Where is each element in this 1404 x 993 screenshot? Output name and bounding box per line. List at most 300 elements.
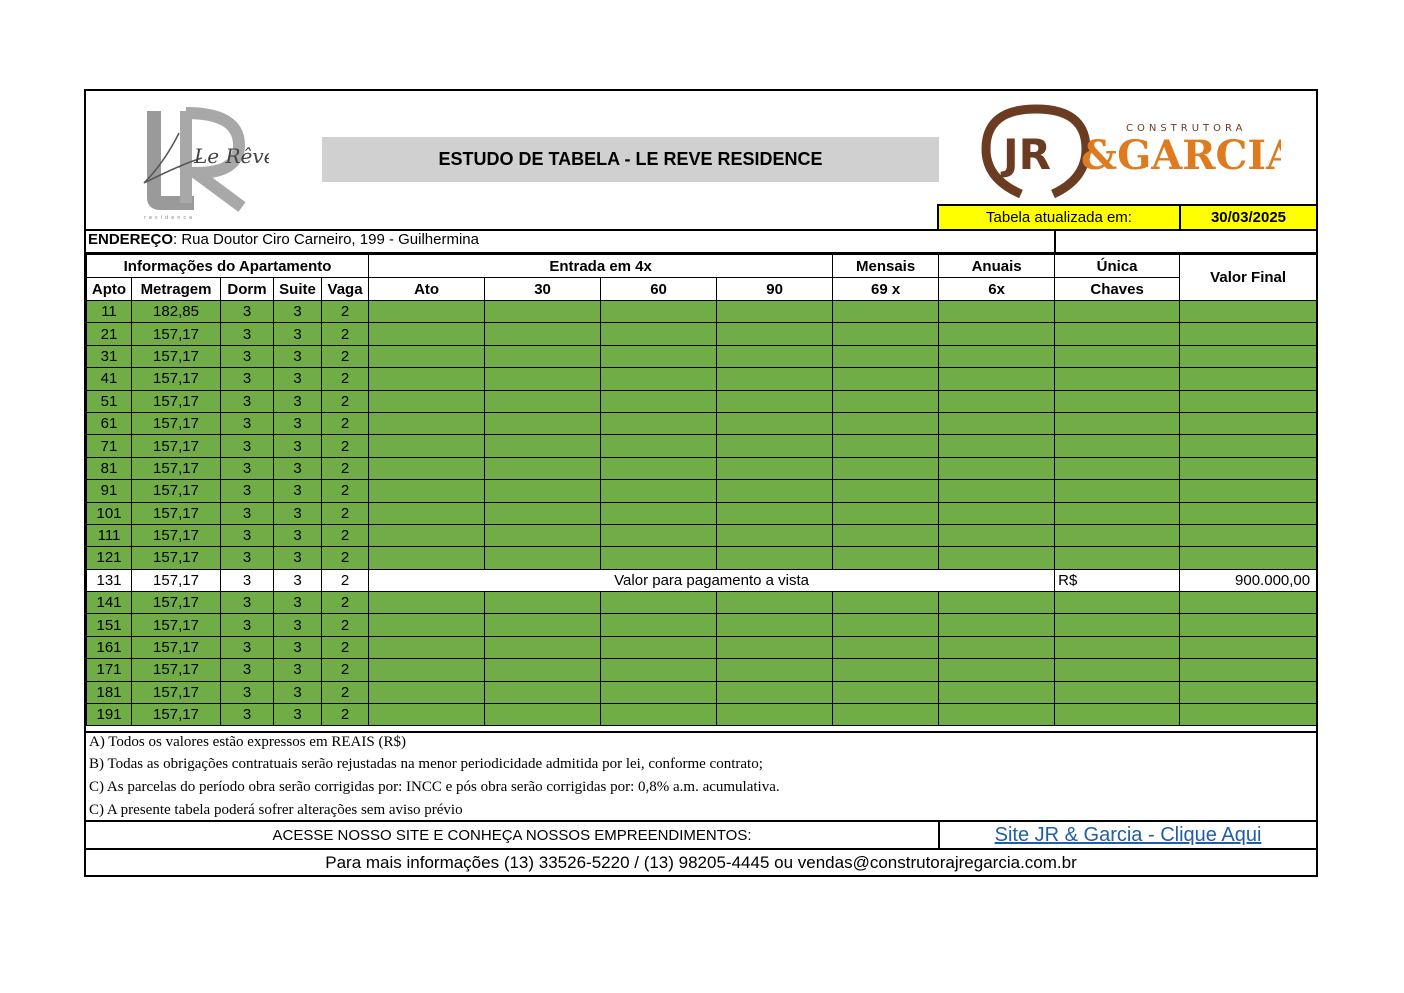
cell-vaga: 2 [322, 704, 369, 726]
units-table [86, 254, 1317, 726]
note-b: B) Todas as obrigações contratuais serão rejustadas na menor periodicidade admitida por lei, conforme contrato; [89, 756, 763, 772]
column-header: 90 [717, 278, 833, 301]
address-label: ENDEREÇO [88, 231, 174, 248]
cell-suite: 3 [274, 704, 322, 726]
cell-ato [369, 502, 485, 524]
column-header: Vaga [322, 278, 369, 301]
cell-metragem: 157,17 [132, 636, 221, 658]
cell-ato [369, 524, 485, 546]
cell-mensais [833, 412, 939, 434]
table-row [87, 457, 1317, 479]
cell-30 [485, 323, 601, 345]
cell-dorm: 3 [221, 301, 274, 323]
cell-ato [369, 345, 485, 367]
cell-30 [485, 681, 601, 703]
cell-apto: 101 [87, 502, 132, 524]
address-text [88, 231, 479, 248]
svg-text:JR: JR [1003, 130, 1051, 179]
cell-apto: 31 [87, 345, 132, 367]
cell-60 [601, 524, 717, 546]
cell-mensais [833, 301, 939, 323]
cell-60 [601, 704, 717, 726]
cell-suite: 3 [274, 636, 322, 658]
price-table-sheet [84, 89, 1318, 877]
cell-mensais [833, 480, 939, 502]
cell-dorm: 3 [221, 435, 274, 457]
column-header: Chaves [1055, 278, 1180, 301]
cell-90 [717, 412, 833, 434]
cell-valor-final [1180, 345, 1317, 367]
cell-90 [717, 502, 833, 524]
cell-apto: 171 [87, 659, 132, 681]
cell-apto: 21 [87, 323, 132, 345]
cell-60 [601, 659, 717, 681]
cell-metragem: 157,17 [132, 569, 221, 591]
cell-vaga: 2 [322, 457, 369, 479]
cell-suite: 3 [274, 614, 322, 636]
cell-vaga: 2 [322, 390, 369, 412]
cell-mensais [833, 636, 939, 658]
cell-60 [601, 636, 717, 658]
cell-90 [717, 614, 833, 636]
cell-ato [369, 592, 485, 614]
cell-metragem: 157,17 [132, 592, 221, 614]
cash-price-value: 900.000,00 [1180, 569, 1317, 591]
column-header: Metragem [132, 278, 221, 301]
cell-chaves [1055, 323, 1180, 345]
cell-anuais [939, 323, 1055, 345]
cell-dorm: 3 [221, 457, 274, 479]
cell-valor-final [1180, 547, 1317, 569]
cell-apto: 161 [87, 636, 132, 658]
le-reve-logo [124, 103, 269, 223]
cell-anuais [939, 502, 1055, 524]
cell-suite: 3 [274, 681, 322, 703]
cell-chaves [1055, 636, 1180, 658]
group-header-valor-final: Valor Final [1180, 255, 1317, 301]
cell-chaves [1055, 704, 1180, 726]
cell-90 [717, 547, 833, 569]
table-row [87, 681, 1317, 703]
cell-metragem: 157,17 [132, 502, 221, 524]
table-row [87, 547, 1317, 569]
table-row [87, 502, 1317, 524]
cell-apto: 81 [87, 457, 132, 479]
cell-dorm: 3 [221, 547, 274, 569]
cell-90 [717, 435, 833, 457]
cell-30 [485, 547, 601, 569]
table-row [87, 704, 1317, 726]
cell-suite: 3 [274, 435, 322, 457]
cell-60 [601, 323, 717, 345]
note-c2: C) A presente tabela poderá sofrer alterações sem aviso prévio [89, 802, 463, 818]
cell-ato [369, 457, 485, 479]
cell-ato [369, 390, 485, 412]
table-row [87, 390, 1317, 412]
column-header: Dorm [221, 278, 274, 301]
cell-metragem: 157,17 [132, 547, 221, 569]
cell-apto: 41 [87, 368, 132, 390]
column-header: 6x [939, 278, 1055, 301]
cell-valor-final [1180, 502, 1317, 524]
cell-apto: 91 [87, 480, 132, 502]
cell-chaves [1055, 412, 1180, 434]
cell-chaves [1055, 681, 1180, 703]
cell-ato [369, 614, 485, 636]
cell-dorm: 3 [221, 412, 274, 434]
cell-metragem: 157,17 [132, 614, 221, 636]
cell-metragem: 157,17 [132, 681, 221, 703]
cell-90 [717, 345, 833, 367]
cell-valor-final [1180, 681, 1317, 703]
cell-apto: 141 [87, 592, 132, 614]
group-header-info: Informações do Apartamento [87, 255, 369, 278]
cell-suite: 3 [274, 547, 322, 569]
cell-mensais [833, 323, 939, 345]
cell-60 [601, 368, 717, 390]
cell-vaga: 2 [322, 480, 369, 502]
cell-dorm: 3 [221, 659, 274, 681]
updated-label: Tabela atualizada em: [937, 204, 1179, 229]
cell-valor-final [1180, 301, 1317, 323]
cell-mensais [833, 614, 939, 636]
site-call-to-action: ACESSE NOSSO SITE E CONHEÇA NOSSOS EMPREENDIMENTOS: [272, 826, 752, 844]
svg-text:&GARCIA: &GARCIA [1081, 132, 1281, 179]
cell-vaga: 2 [322, 614, 369, 636]
table-row [87, 301, 1317, 323]
cell-chaves [1055, 345, 1180, 367]
cell-anuais [939, 547, 1055, 569]
cell-ato [369, 301, 485, 323]
cell-suite: 3 [274, 659, 322, 681]
cell-valor-final [1180, 636, 1317, 658]
cell-suite: 3 [274, 502, 322, 524]
cell-suite: 3 [274, 390, 322, 412]
cell-60 [601, 457, 717, 479]
cell-apto: 61 [87, 412, 132, 434]
table-row [87, 345, 1317, 367]
cell-metragem: 157,17 [132, 659, 221, 681]
cell-anuais [939, 614, 1055, 636]
cell-chaves [1055, 435, 1180, 457]
cell-ato [369, 659, 485, 681]
cell-30 [485, 412, 601, 434]
cell-suite: 3 [274, 412, 322, 434]
column-header: Suite [274, 278, 322, 301]
cell-60 [601, 592, 717, 614]
cell-mensais [833, 524, 939, 546]
cell-60 [601, 480, 717, 502]
cell-chaves [1055, 592, 1180, 614]
cell-mensais [833, 659, 939, 681]
units-table-body [87, 301, 1317, 726]
cell-dorm: 3 [221, 368, 274, 390]
cell-vaga: 2 [322, 524, 369, 546]
cell-vaga: 2 [322, 659, 369, 681]
cell-suite: 3 [274, 592, 322, 614]
cell-valor-final [1180, 390, 1317, 412]
cell-chaves [1055, 524, 1180, 546]
cell-60 [601, 390, 717, 412]
notes-section [86, 731, 1316, 822]
cell-chaves [1055, 480, 1180, 502]
cell-60 [601, 502, 717, 524]
cell-mensais [833, 704, 939, 726]
cell-30 [485, 659, 601, 681]
table-row [87, 614, 1317, 636]
address-value: : Rua Doutor Ciro Carneiro, 199 - Guilhermina [173, 231, 479, 248]
cell-metragem: 157,17 [132, 480, 221, 502]
cell-ato [369, 681, 485, 703]
cell-dorm: 3 [221, 345, 274, 367]
cell-anuais [939, 412, 1055, 434]
cell-suite: 3 [274, 345, 322, 367]
cell-90 [717, 390, 833, 412]
cell-60 [601, 681, 717, 703]
cell-ato [369, 435, 485, 457]
header [86, 91, 1316, 231]
cell-anuais [939, 592, 1055, 614]
cell-dorm: 3 [221, 480, 274, 502]
cell-chaves [1055, 502, 1180, 524]
cell-60 [601, 412, 717, 434]
cell-vaga: 2 [322, 368, 369, 390]
table-row [87, 480, 1317, 502]
column-header: Ato [369, 278, 485, 301]
cell-metragem: 157,17 [132, 457, 221, 479]
group-header-mensais: Mensais [833, 255, 939, 278]
svg-text:CONSTRUTORA: CONSTRUTORA [1126, 123, 1247, 134]
column-header: 69 x [833, 278, 939, 301]
cell-dorm: 3 [221, 592, 274, 614]
cell-metragem: 157,17 [132, 368, 221, 390]
cell-90 [717, 480, 833, 502]
cell-valor-final [1180, 659, 1317, 681]
cell-mensais [833, 345, 939, 367]
cell-valor-final [1180, 368, 1317, 390]
cell-anuais [939, 368, 1055, 390]
cell-dorm: 3 [221, 704, 274, 726]
cell-metragem: 157,17 [132, 323, 221, 345]
cell-vaga: 2 [322, 681, 369, 703]
cell-anuais [939, 681, 1055, 703]
cell-anuais [939, 704, 1055, 726]
cell-apto: 11 [87, 301, 132, 323]
cell-anuais [939, 659, 1055, 681]
cell-metragem: 182,85 [132, 301, 221, 323]
cell-anuais [939, 345, 1055, 367]
cell-valor-final [1180, 323, 1317, 345]
cell-vaga: 2 [322, 502, 369, 524]
cell-valor-final [1180, 704, 1317, 726]
column-header: Apto [87, 278, 132, 301]
cell-suite: 3 [274, 569, 322, 591]
cell-valor-final [1180, 412, 1317, 434]
cell-30 [485, 345, 601, 367]
address-row [86, 229, 1316, 254]
cell-90 [717, 524, 833, 546]
cell-anuais [939, 390, 1055, 412]
cell-60 [601, 345, 717, 367]
cell-apto: 131 [87, 569, 132, 591]
cell-90 [717, 368, 833, 390]
cell-ato [369, 480, 485, 502]
cell-60 [601, 614, 717, 636]
table-row-cash-price [87, 569, 1317, 591]
cell-mensais [833, 547, 939, 569]
cell-chaves [1055, 368, 1180, 390]
cell-dorm: 3 [221, 524, 274, 546]
currency-symbol: R$ [1055, 569, 1180, 591]
cell-dorm: 3 [221, 681, 274, 703]
cell-vaga: 2 [322, 323, 369, 345]
cell-ato [369, 636, 485, 658]
cell-dorm: 3 [221, 614, 274, 636]
cell-metragem: 157,17 [132, 524, 221, 546]
cell-valor-final [1180, 592, 1317, 614]
cell-metragem: 157,17 [132, 435, 221, 457]
cell-suite: 3 [274, 457, 322, 479]
cell-30 [485, 502, 601, 524]
cell-chaves [1055, 390, 1180, 412]
cell-chaves [1055, 659, 1180, 681]
table-row [87, 368, 1317, 390]
cell-anuais [939, 636, 1055, 658]
site-link[interactable]: Site JR & Garcia - Clique Aqui [938, 822, 1316, 848]
cell-90 [717, 704, 833, 726]
note-a: A) Todos os valores estão expressos em REAIS (R$) [89, 734, 406, 750]
table-row [87, 412, 1317, 434]
cell-vaga: 2 [322, 569, 369, 591]
note-c1: C) As parcelas do período obra serão corrigidas por: INCC e pós obra serão corrigidas por: 0,8% a.m. acumulativa. [89, 779, 780, 795]
cell-anuais [939, 480, 1055, 502]
table-row [87, 435, 1317, 457]
cell-metragem: 157,17 [132, 412, 221, 434]
cell-chaves [1055, 547, 1180, 569]
cell-chaves [1055, 301, 1180, 323]
cell-30 [485, 435, 601, 457]
cell-mensais [833, 368, 939, 390]
cell-valor-final [1180, 435, 1317, 457]
cell-mensais [833, 592, 939, 614]
contact-info: Para mais informações (13) 33526-5220 / (13) 98205-4445 ou vendas@construtorajregarcia.com.br [325, 852, 1077, 872]
cell-90 [717, 592, 833, 614]
cell-vaga: 2 [322, 345, 369, 367]
svg-text:residence: residence [144, 215, 196, 221]
cell-30 [485, 524, 601, 546]
cell-valor-final [1180, 457, 1317, 479]
table-row [87, 323, 1317, 345]
cell-vaga: 2 [322, 412, 369, 434]
cell-apto: 51 [87, 390, 132, 412]
table-row [87, 659, 1317, 681]
cell-ato [369, 368, 485, 390]
cell-30 [485, 390, 601, 412]
cell-ato [369, 547, 485, 569]
site-row [86, 822, 1316, 850]
cell-anuais [939, 524, 1055, 546]
table-row [87, 636, 1317, 658]
group-header-entrada: Entrada em 4x [369, 255, 833, 278]
cell-dorm: 3 [221, 502, 274, 524]
cell-suite: 3 [274, 480, 322, 502]
cell-suite: 3 [274, 301, 322, 323]
cell-90 [717, 636, 833, 658]
cell-30 [485, 592, 601, 614]
cell-mensais [833, 435, 939, 457]
column-header: 60 [601, 278, 717, 301]
cell-dorm: 3 [221, 636, 274, 658]
cell-30 [485, 614, 601, 636]
table-row [87, 524, 1317, 546]
cell-dorm: 3 [221, 323, 274, 345]
cell-30 [485, 636, 601, 658]
cell-90 [717, 681, 833, 703]
cell-apto: 181 [87, 681, 132, 703]
cell-30 [485, 368, 601, 390]
cell-valor-final [1180, 614, 1317, 636]
cell-chaves [1055, 457, 1180, 479]
cell-30 [485, 704, 601, 726]
cell-suite: 3 [274, 524, 322, 546]
cell-anuais [939, 301, 1055, 323]
cell-30 [485, 480, 601, 502]
address-divider [1054, 229, 1056, 252]
cell-apto: 121 [87, 547, 132, 569]
cell-mensais [833, 390, 939, 412]
table-row [87, 592, 1317, 614]
cell-apto: 151 [87, 614, 132, 636]
cell-chaves [1055, 614, 1180, 636]
cell-metragem: 157,17 [132, 704, 221, 726]
cell-metragem: 157,17 [132, 345, 221, 367]
cell-dorm: 3 [221, 569, 274, 591]
cell-apto: 191 [87, 704, 132, 726]
jr-garcia-logo [981, 99, 1281, 204]
cell-90 [717, 323, 833, 345]
updated-date: 30/03/2025 [1179, 204, 1316, 229]
cell-valor-final [1180, 480, 1317, 502]
cell-60 [601, 547, 717, 569]
cell-ato [369, 323, 485, 345]
cell-mensais [833, 457, 939, 479]
page-title: ESTUDO DE TABELA - LE REVE RESIDENCE [322, 137, 939, 182]
cell-apto: 71 [87, 435, 132, 457]
svg-text:Le Rêve: Le Rêve [194, 144, 269, 168]
cell-mensais [833, 502, 939, 524]
cell-anuais [939, 457, 1055, 479]
cell-anuais [939, 435, 1055, 457]
cell-valor-final [1180, 524, 1317, 546]
column-header: 30 [485, 278, 601, 301]
group-header-unica: Única [1055, 255, 1180, 278]
cell-dorm: 3 [221, 390, 274, 412]
cell-vaga: 2 [322, 301, 369, 323]
cell-ato [369, 412, 485, 434]
cell-30 [485, 457, 601, 479]
cell-30 [485, 301, 601, 323]
cell-vaga: 2 [322, 636, 369, 658]
cell-apto: 111 [87, 524, 132, 546]
cell-60 [601, 301, 717, 323]
cell-suite: 3 [274, 368, 322, 390]
group-header-anuais: Anuais [939, 255, 1055, 278]
cell-vaga: 2 [322, 435, 369, 457]
cell-90 [717, 301, 833, 323]
cell-metragem: 157,17 [132, 390, 221, 412]
cell-90 [717, 457, 833, 479]
cash-price-label: Valor para pagamento a vista [369, 569, 1055, 591]
